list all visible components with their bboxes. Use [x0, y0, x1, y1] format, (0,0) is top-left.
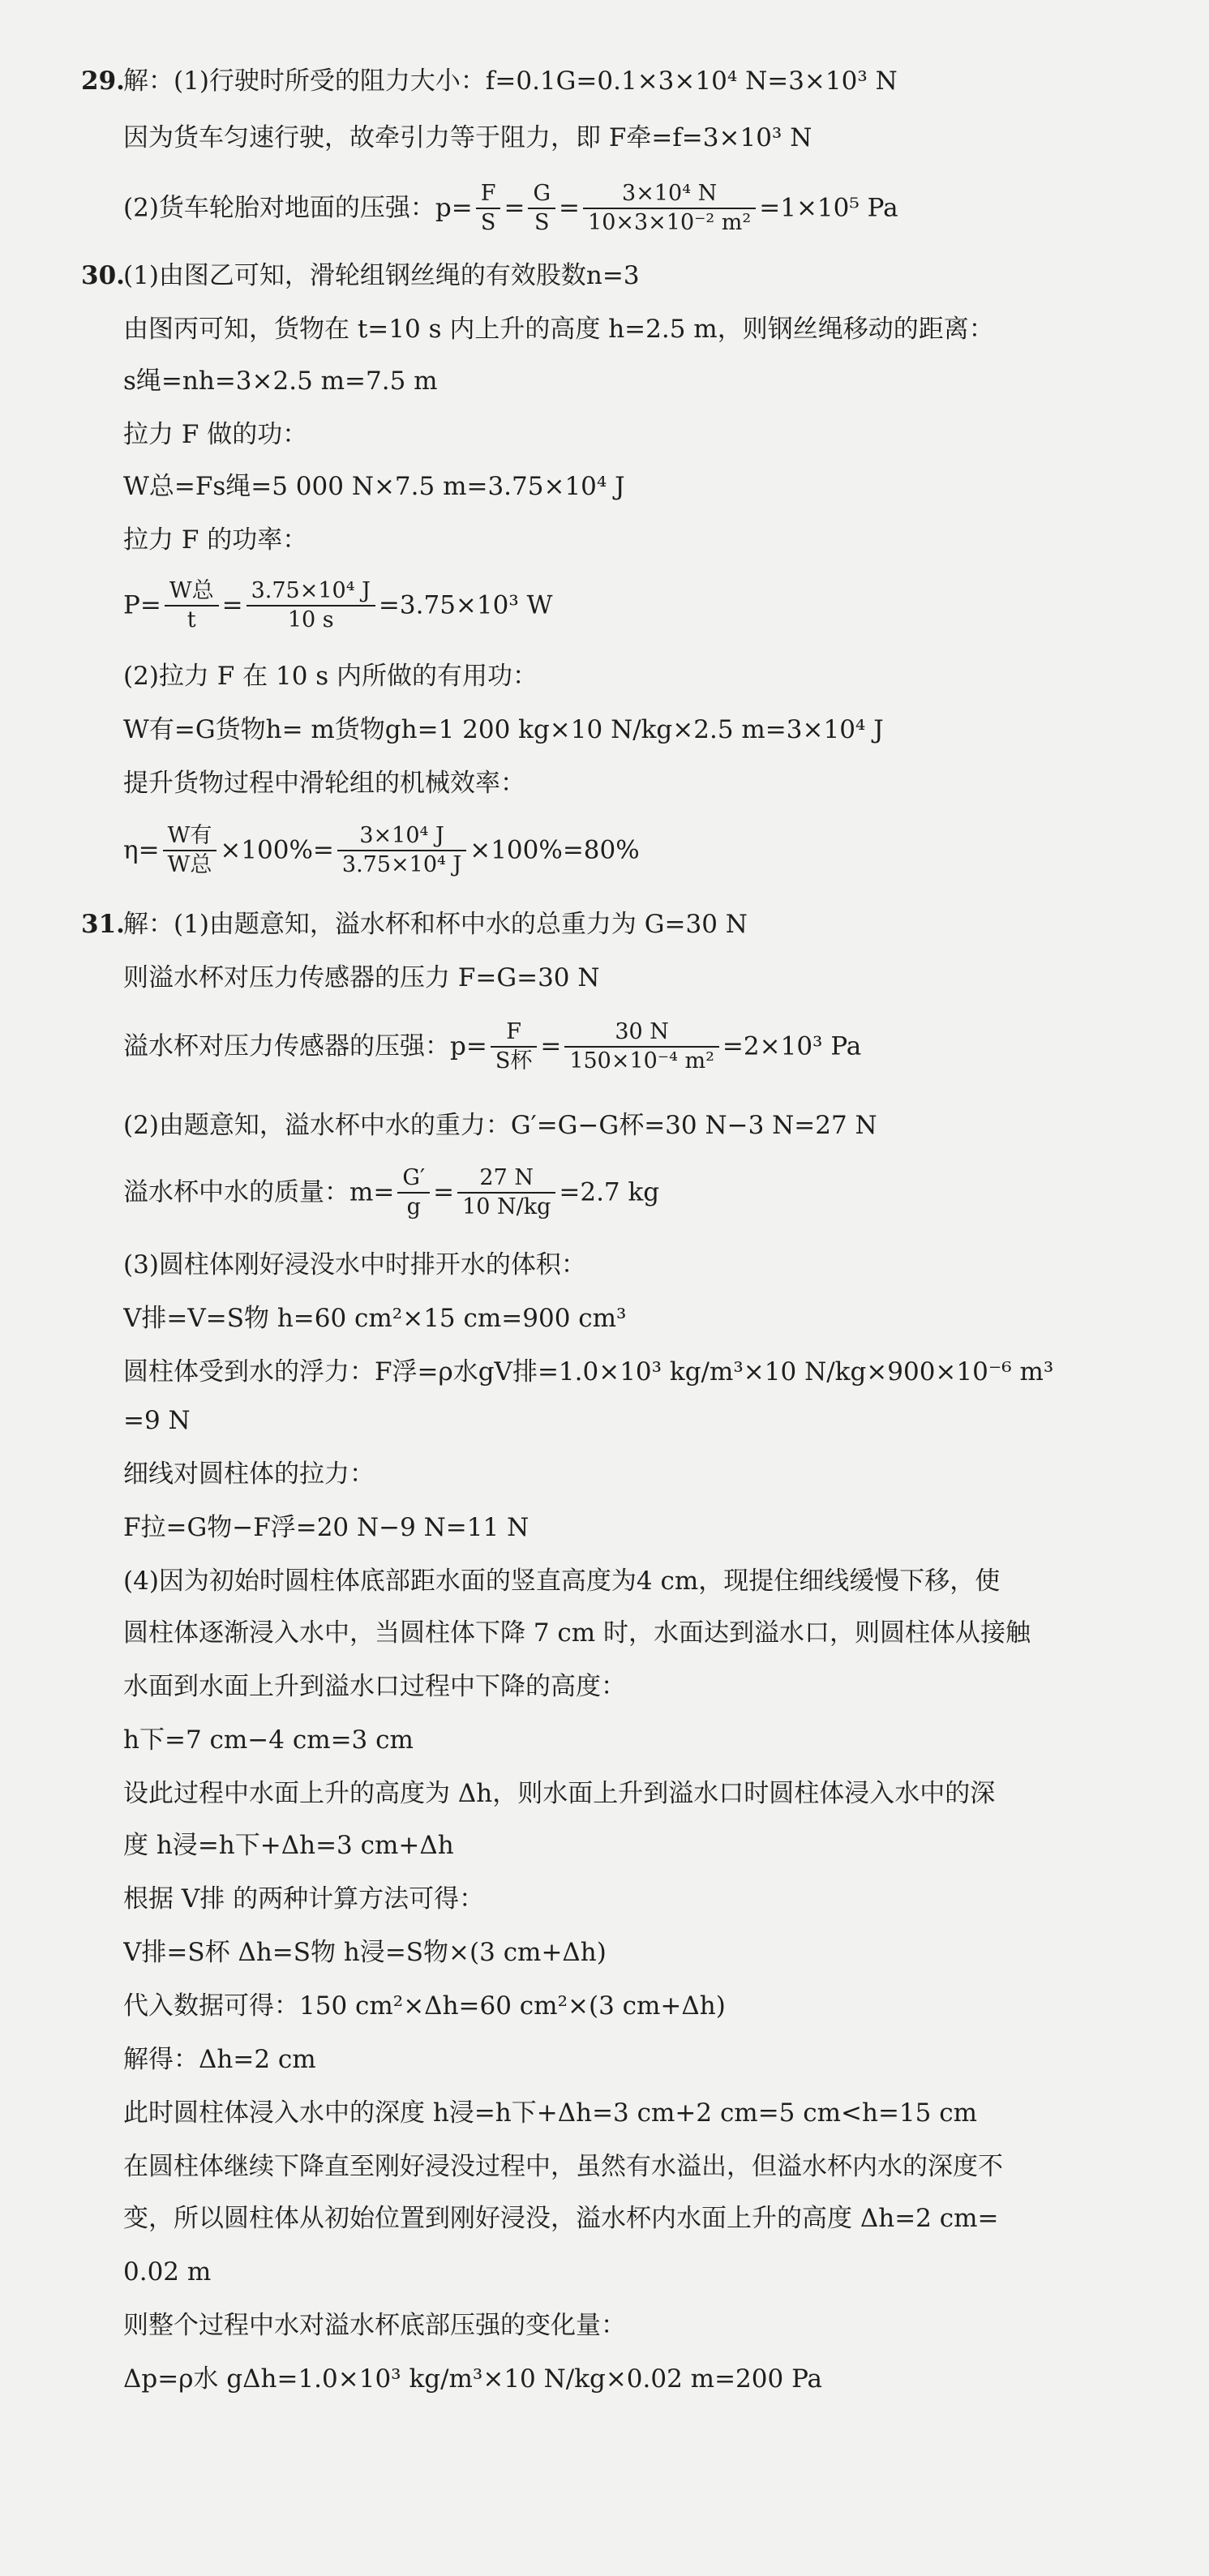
question-29-number: 29.	[81, 66, 125, 96]
q30-line-3: s绳=nh=3×2.5 m=7.5 m	[123, 366, 438, 396]
q31-line-7: V排=V=S物 h=60 cm²×15 cm=900 cm³	[123, 1304, 627, 1333]
q30-l7-prefix: P=	[123, 590, 161, 620]
q30-line-2: 由图丙可知，货物在 t=10 s 内上升的高度 h=2.5 m，则钢丝绳移动的距离：	[123, 315, 994, 344]
q31-line-12: (4)因为初始时圆柱体底部距水面的竖直高度为4 cm，现提住细线缓慢下移，使	[123, 1567, 1001, 1596]
numerator: W有	[163, 822, 217, 851]
q31-line-27: Δp=ρ水 gΔh=1.0×10³ kg/m³×10 N/kg×0.02 m=200 Pa	[123, 2364, 823, 2394]
q29-line-1: 解：(1)行驶时所受的阻力大小：f=0.1G=0.1×3×10⁴ N=3×10³ N	[123, 66, 898, 96]
numerator: G′	[397, 1164, 430, 1194]
question-30-number: 30.	[81, 261, 125, 290]
denominator: W总	[167, 851, 212, 877]
numerator: F	[476, 180, 501, 209]
numerator: 3.75×10⁴ J	[247, 577, 375, 606]
q31-line-18: 根据 V排 的两种计算方法可得：	[123, 1884, 485, 1914]
q30-line-4: 拉力 F 做的功：	[123, 420, 308, 449]
fraction	[528, 180, 555, 237]
equals: =	[221, 590, 243, 620]
q31-line-4: (2)由题意知，溢水杯中水的重力：G′=G−G杯=30 N−3 N=27 N	[123, 1111, 877, 1140]
numerator: G	[528, 180, 555, 209]
q31-l5-result: =2.7 kg	[559, 1177, 660, 1207]
fraction	[457, 1164, 555, 1221]
denominator: 3.75×10⁴ J	[341, 851, 462, 877]
q31-line-21: 解得：Δh=2 cm	[123, 2045, 316, 2074]
q29-line-2: 因为货车匀速行驶，故牵引力等于阻力，即 F牵=f=3×10³ N	[123, 123, 812, 152]
numerator: F	[491, 1018, 538, 1048]
fraction	[165, 577, 219, 634]
q31-line-23: 在圆柱体继续下降直至刚好浸没过程中，虽然有水溢出，但溢水杯内水的深度不	[123, 2152, 1003, 2181]
q31-line-8: 圆柱体受到水的浮力：F浮=ρ水gV排=1.0×10³ kg/m³×10 N/kg×900×10⁻⁶ m³	[123, 1357, 1054, 1387]
numerator: 3×10⁴ J	[337, 822, 466, 851]
denominator: 10 s	[287, 606, 334, 632]
numerator: 27 N	[457, 1164, 555, 1194]
q31-line-3-pressure-formula	[123, 1009, 1121, 1082]
q31-l3-prefix: 溢水杯对压力传感器的压强：p=	[123, 1031, 487, 1061]
numerator: W总	[165, 577, 219, 606]
question-31-number: 31.	[81, 910, 125, 939]
equals: =	[559, 193, 581, 223]
q30-l7-result: =3.75×10³ W	[378, 590, 553, 620]
fraction	[491, 1018, 538, 1075]
q31-line-6: (3)圆柱体刚好浸没水中时排开水的体积：	[123, 1250, 586, 1279]
fraction	[247, 577, 375, 634]
q29-line-3-pressure-formula	[123, 170, 1121, 243]
q31-line-14: 水面到水面上升到溢水口过程中下降的高度：	[123, 1672, 626, 1701]
q30-line-9: W有=G货物h= m货物gh=1 200 kg×10 N/kg×2.5 m=3×10⁴ J	[123, 715, 884, 744]
q31-line-25: 0.02 m	[123, 2257, 212, 2287]
q31-line-19: V排=S杯 Δh=S物 h浸=S物×(3 cm+Δh)	[123, 1938, 607, 1967]
denominator: S杯	[495, 1048, 533, 1074]
q31-line-22: 此时圆柱体浸入水中的深度 h浸=h下+Δh=3 cm+2 cm=5 cm<h=15 cm	[123, 2098, 977, 2128]
numerator: 3×10⁴ N	[583, 180, 756, 209]
q30-line-8: (2)拉力 F 在 10 s 内所做的有用功：	[123, 662, 538, 691]
q31-line-5-mass-formula	[123, 1155, 1121, 1228]
fraction	[337, 822, 466, 879]
q31-line-13: 圆柱体逐渐浸入水中，当圆柱体下降 7 cm 时，水面达到溢水口，则圆柱体从接触	[123, 1618, 1031, 1648]
q31-line-16: 设此过程中水面上升的高度为 Δh，则水面上升到溢水口时圆柱体浸入水中的深	[123, 1779, 996, 1808]
q31-l3-result: =2×10³ Pa	[722, 1031, 862, 1061]
q30-line-6: 拉力 F 的功率：	[123, 525, 308, 555]
denominator: g	[406, 1194, 421, 1219]
q31-l5-prefix: 溢水杯中水的质量：m=	[123, 1177, 395, 1207]
equals: =	[433, 1177, 455, 1207]
q30-l11-result: ×100%=80%	[469, 835, 640, 865]
denominator: S	[480, 209, 496, 235]
q30-line-1: (1)由图乙可知，滑轮组钢丝绳的有效股数n=3	[123, 261, 640, 290]
denominator: S	[534, 209, 550, 235]
denominator: 10 N/kg	[462, 1194, 551, 1219]
q29-l3-result: =1×10⁵ Pa	[759, 193, 898, 223]
q30-line-10: 提升货物过程中滑轮组的机械效率：	[123, 769, 525, 798]
q31-line-10: 细线对圆柱体的拉力：	[123, 1459, 375, 1489]
fraction	[564, 1018, 719, 1075]
q31-line-15: h下=7 cm−4 cm=3 cm	[123, 1725, 414, 1755]
q31-line-1: 解：(1)由题意知，溢水杯和杯中水的总重力为 G=30 N	[123, 910, 748, 939]
q31-line-24: 变，所以圆柱体从初始位置到刚好浸没，溢水杯内水面上升的高度 Δh=2 cm=	[123, 2204, 999, 2233]
denominator: t	[186, 606, 196, 632]
q30-line-5: W总=Fs绳=5 000 N×7.5 m=3.75×10⁴ J	[123, 472, 625, 501]
q31-line-11: F拉=G物−F浮=20 N−9 N=11 N	[123, 1513, 529, 1542]
q31-line-9: =9 N	[123, 1406, 191, 1435]
equals: =	[504, 193, 525, 223]
equals: =	[540, 1031, 562, 1061]
q29-l3-prefix: (2)货车轮胎对地面的压强：p=	[123, 193, 473, 223]
q30-line-7-power-formula	[123, 568, 1121, 641]
fraction	[583, 180, 756, 237]
q31-line-20: 代入数据可得：150 cm²×Δh=60 cm²×(3 cm+Δh)	[123, 1991, 726, 2021]
q31-line-2: 则溢水杯对压力传感器的压力 F=G=30 N	[123, 963, 600, 992]
fraction	[397, 1164, 430, 1221]
q30-l11-middle: ×100%=	[220, 835, 334, 865]
q31-line-17: 度 h浸=h下+Δh=3 cm+Δh	[123, 1831, 454, 1860]
numerator: 30 N	[564, 1018, 719, 1048]
denominator: 150×10⁻⁴ m²	[569, 1048, 714, 1074]
q30-l11-prefix: η=	[123, 835, 160, 865]
denominator: 10×3×10⁻² m²	[588, 209, 752, 235]
q30-line-11-efficiency-formula	[123, 812, 1121, 885]
q31-line-26: 则整个过程中水对溢水杯底部压强的变化量：	[123, 2311, 626, 2340]
fraction	[476, 180, 501, 237]
fraction	[163, 822, 217, 879]
